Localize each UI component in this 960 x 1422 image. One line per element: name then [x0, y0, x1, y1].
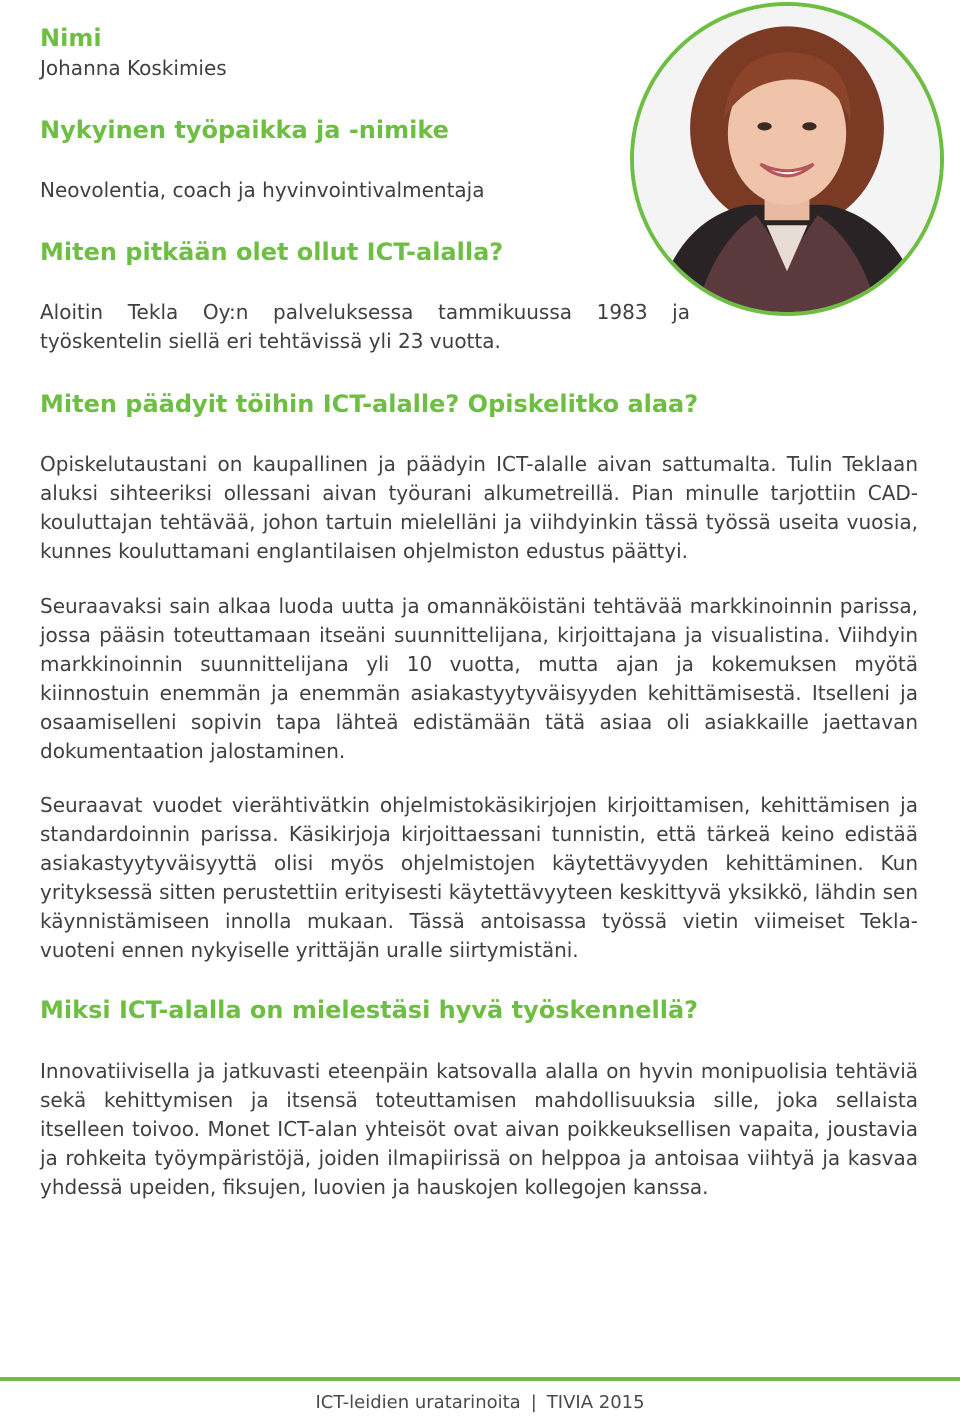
footer-rule	[0, 1377, 960, 1381]
portrait-illustration	[634, 6, 940, 312]
footer	[0, 1390, 960, 1416]
footer-separator: |	[530, 1392, 537, 1413]
tenure-label: Miten pitkään olet ollut ICT-alalla?	[40, 238, 504, 266]
why-value: Innovatiivisella ja jatkuvasti eteenpäin katsovalla alalla on hyvin monipuolisia tehtäviä sekä kehittymisen ja itsensä toteuttamisen mahdollisuuksia sille, joka sellaista itselleen toivoo. Monet ICT-alan yhteisöt ovat aivan poikkeuksellisen vapaita, joustavia ja rohkeita työympäristöjä, joiden ilmapiirissä on helppoa ja antoisaa viihtyä ja kasvaa yhdessä upeiden, fiksujen, luovien ja hauskojen kollegojen kanssa.	[40, 1059, 918, 1199]
footer-source: TIVIA 2015	[546, 1392, 645, 1413]
origin-paragraph-1: Opiskelutaustani on kaupallinen ja päädyin ICT-alalle aivan sattumalta. Tulin Teklaan aluksi sihteeriksi ollessani aivan työurani alkumetreillä. Pian minulle tarjottiin CAD-kouluttajan tehtävää, johon tartuin mielelläni ja viihdyinkin tässä työssä useita vuosia, kunnes kouluttamani englantilaisen ohjelmiston edustus päättyi.	[40, 452, 918, 563]
job-label: Nykyinen työpaikka ja -nimike	[40, 116, 449, 144]
portrait-photo	[630, 2, 944, 316]
origin-paragraph-2: Seuraavaksi sain alkaa luoda uutta ja omannäköistäni tehtävää markkinoinnin parissa, jossa pääsin toteuttamaan itseäni suunnittelijana, kirjoittajana ja visualistina. Viihdyin markkinoinnin suunnittelijana yli 10 vuotta, mutta ajan ja kokemuksen myötä kiinnostuin enemmän ja enemmän asiakastyytyväisyyden kehittämisestä. Itselleni ja osaamiselleni sopivin tapa lähteä edistämään tätä asiaa oli asiakkaille jaettavan dokumentaation jalostaminen.	[40, 594, 918, 763]
footer-publication: ICT-leidien uratarinoita	[315, 1392, 521, 1413]
origin-paragraph-3: Seuraavat vuodet vierähtivätkin ohjelmistokäsikirjojen kirjoittamisen, kehittämisen ja standardoinnin parissa. Käsikirjoja kirjoittaessani tunnistin, että tärkeä keino edistää asiakastyytyväisyyttä olisi myös ohjelmistojen käytettävyyden kehittäminen. Kun yrityksessä sitten perustettiin erityisesti käytettävyyteen keskittyvä yksikkö, lähdin sen käynnistämiseen innolla mukaan. Tässä antoisassa työssä vietin viimeiset Tekla-vuoteni ennen nykyiselle yrittäjän uralle siirtymistäni.	[40, 793, 918, 962]
tenure-value: Aloitin Tekla Oy:n palveluksessa tammikuussa 1983 ja työskentelin siellä eri tehtävissä yli 23 vuotta.	[40, 300, 690, 353]
name-label: Nimi	[40, 24, 102, 52]
origin-label: Miten päädyit töihin ICT-alalle? Opiskelitko alaa?	[40, 390, 699, 418]
why-label: Miksi ICT-alalla on mielestäsi hyvä työskennellä?	[40, 996, 699, 1024]
name-value: Johanna Koskimies	[40, 56, 227, 80]
job-value: Neovolentia, coach ja hyvinvointivalmentaja	[40, 178, 485, 202]
